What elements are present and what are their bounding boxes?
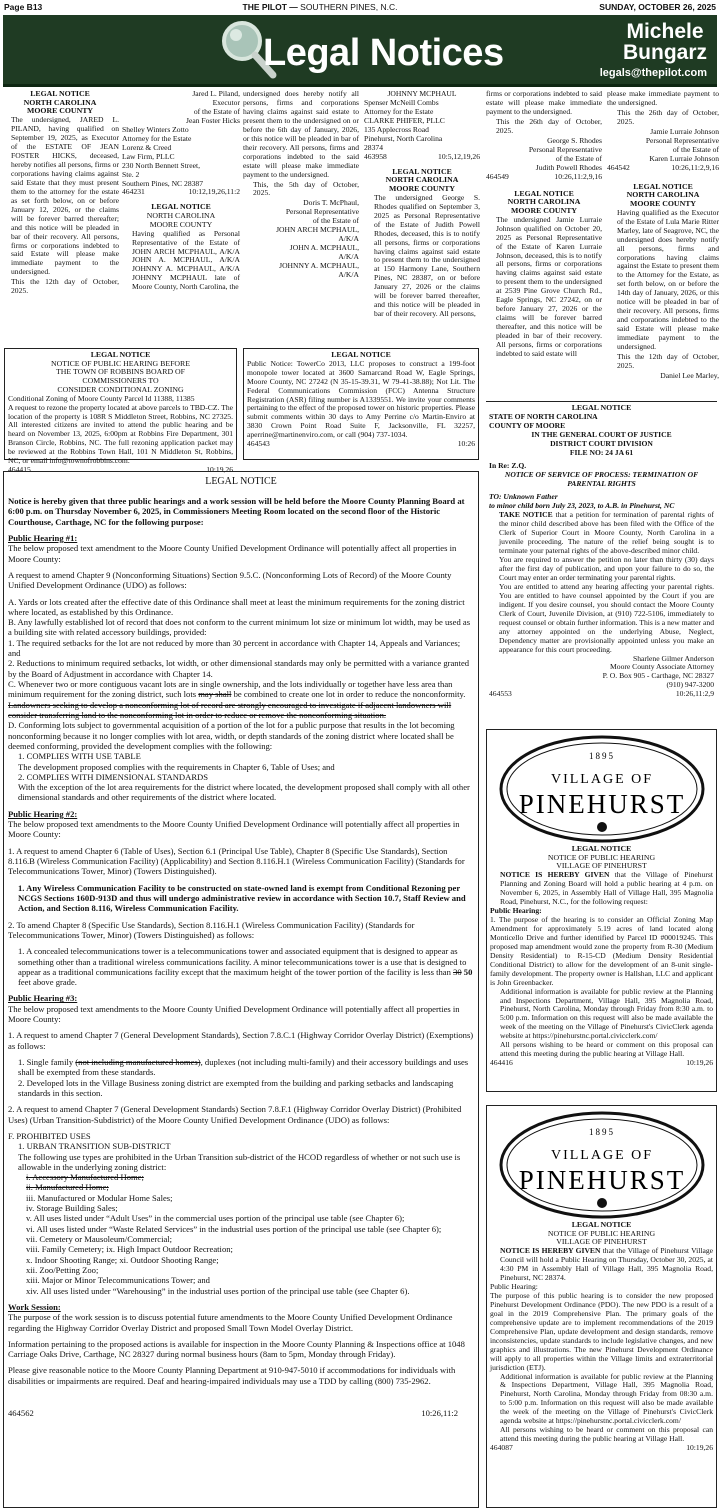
court-division: DISTRICT COURT DIVISION <box>550 438 653 448</box>
work-session-heading: Work Session: <box>8 1301 61 1312</box>
notice-code: 464553 <box>489 689 512 699</box>
notice-footer <box>490 1444 713 1453</box>
list-item: iv. Storage Building Sales; <box>26 1203 118 1214</box>
signer-estate-label: of the Estate of <box>193 106 240 116</box>
logo-year: 1895 <box>588 751 615 761</box>
notice-dates: 10:19,26 <box>686 1058 713 1068</box>
notice-dates: 10:26,11:2,9 <box>675 689 714 699</box>
hearing-info: Additional information is available for public review at the Planning and Inspections Department, Village Hall, 395 Magnolia Road, Pinehurst, North Carolina, Monday through Friday from 8:30 a.m. to 5:00 p.m. Information on this request will also be made available the week of the meeting on the Village of Pinehurst's CivicClerk agenda website at https://pinehurstnc.portal.civicclerk.com/ <box>500 986 713 1041</box>
hearing-item: The purpose of this public hearing is to consider the new proposed Pinehurst Development Ordinance (PDO). The new PDO is a result of a goal in the 2019 Comprehensive Plan. The primary goals of the comprehensive update are to implement recommendations of the 2019 Comprehensive Plan, update development and design standards, remove inconsistencies, update standards to include legislative changes, and new graphics and illustrations. The new Pinehurst Development Ordinance will apply to all properties within the Village limits and extraterritorial jurisdiction (ETJ). <box>490 1290 713 1372</box>
signer: Daniel Lee Marley, <box>660 370 719 380</box>
signature-block: Sharlene Gilmer Anderson Moore County Associate Attorney P. O. Box 905 - Carthage, NC 28327 (910) 947-3200 <box>602 653 714 690</box>
notice-subheading: COMMISSIONERS TO <box>82 376 159 386</box>
court-to-detail: to minor child born July 23, 2023, to A.B. in Pinehurst, NC <box>489 501 675 511</box>
notice-code: 464087 <box>490 1443 513 1453</box>
notice-body: The undersigned, JARED L. PILAND, having qualified on September 19, 2025, as Executor of the ESTATE OF JEAN FOSTER HICKS, deceased, hereby notifies all persons, firms or corporations having claims against said Estate that they must present them to the attorney for the estate as set forth below, on or before January 12, 2026, or the claims will be forever barred thereafter; and this notice will be pleaded in bar of their recovery. All persons, firms or corporations indebted to said Estate will please make immediate payment to the undersigned. <box>11 115 119 277</box>
notice-subheading: VILLAGE OF PINEHURST <box>556 1237 647 1247</box>
urban-transition-heading: 1. URBAN TRANSITION SUB-DISTRICT <box>18 1141 171 1152</box>
pinecone-icon <box>597 822 607 832</box>
logo-village: VILLAGE OF <box>550 1148 653 1163</box>
planning-accommodation: Please give reasonable notice to the Moore County Planning Department at 910-947-5010 if accommodations for individuals with disabilities or impairments are required. Deaf and hearing-impaired individuals may use a TDD by calling (800) 735-2962. <box>8 1365 456 1386</box>
notice-footer <box>247 440 475 449</box>
contact-first-name: Michele <box>626 20 704 43</box>
page-header <box>0 0 720 14</box>
notice-footer <box>489 690 714 699</box>
court-file-no: FILE NO: 24 JA 61 <box>569 447 634 457</box>
notice-dates: 10:19,26 <box>686 1443 713 1453</box>
notice-subheading: VILLAGE OF PINEHURST <box>556 861 647 871</box>
notice-date: This the 12th day of October, 2025. <box>617 351 719 370</box>
village-of-pinehurst-logo <box>497 1109 707 1221</box>
struck-text: may shall <box>198 689 232 700</box>
court-county: COUNTY OF MOORE <box>489 420 566 430</box>
notice-code: 464415 <box>8 465 31 475</box>
section-c <box>8 679 474 720</box>
court-notice-title: NOTICE OF SERVICE OF PROCESS: TERMINATION OF PARENTAL RIGHTS <box>504 470 699 489</box>
section-a: A. Yards or lots created after the effective date of this Ordinance shall meet at least the minimum requirements for the zoning district where located, as established by this Ordinance. <box>8 596 465 617</box>
hearing-3-heading: Public Hearing #3: <box>8 993 78 1004</box>
signer: Jared L. Piland, <box>192 89 240 98</box>
paper-location: SOUTHERN PINES, N.C. <box>300 1 398 12</box>
section-d: D. Conforming lots subject to governmental acquisition of a portion of the lot for a public purpose that results in the lot becoming nonconforming because it no longer complies with lot area, width, or depth standards of the zoning district where located shall be deemed conforming, provided the development complies with the following: <box>8 720 455 751</box>
hearing-3-item-1a <box>8 1057 474 1078</box>
list-item: xiii. Major or Minor Telecommunications Tower; and <box>26 1275 210 1286</box>
planning-intro: Notice is hereby given that three public hearings and a work session will be held before the Moore County Planning Board at 6:00 p.m. on Thursday November 6, 2025, in Commissioners Meeting Room located on the second floor of the Historic Courthouse, Carthage, NC for the following purpose: <box>8 496 465 527</box>
notice-subheading: NOTICE OF PUBLIC HEARING BEFORE <box>50 358 191 368</box>
notice-body: The undersigned George S. Rhodes qualified on September 3, 2025 as Personal Representative of the Estate of Judith Powell Rhodes, deceased, this is to notify all persons, firms or corporations having claims against said estate to present them to the undersigned at 150 Harmony Lane, Southern Pines, NC 28387, on or before January 27, 2026 or the claims will be forever barred thereafter, and this notice will be pleaded in bar of their recovery. All persons, <box>374 192 480 319</box>
notice-body: undersigned does hereby notify all persons, firms and corporations having claims against said estate to present them to the undersigned on or before the 6th day of January, 2026, or this notice will be pleaded in bar of their recovery. All persons, firms and corporations indebted to the said estate will please make immediate payment to the undersigned. <box>243 89 359 179</box>
court-body-text: that a petition for termination of parental rights of the minor child described above has been filed with the Office of the Clerk of Superior Court in Moore County, North Carolina in a juvenile proceeding. The nature of the relief being sought is to terminate your paternal rights of the above-described minor child. <box>499 510 714 556</box>
section-d2: 2. COMPLIES WITH DIMENSIONAL STANDARDS <box>18 771 209 782</box>
signature-block: Doris T. McPhaul, Personal Representative of the Estate of JOHN ARCH MCPHAUL, A/K/A JOHN A. MCPHAUL, A/K/A JOHNNY A. MCPHAUL, A/K/A <box>276 198 359 280</box>
notice-county: MOORE COUNTY <box>26 106 94 116</box>
hearing-info: Additional information is available for public review at the Planning & Inspections Department, Village Hall, 395 Magnolia Road, Pinehurst, North Carolina, Monday through Friday from 08:30 a.m. to 5:00 p.m. Information on this request will also be made available the week of the meeting on the Village of Pinehurst's CivicClerk agenda website at https://pinehurstnc.portal.civicclerk.com/ <box>500 1371 713 1426</box>
notice-body: Conditional Zoning of Moore County Parcel Id 11388, 11385 A request to rezone the property located at above parcels to TBD-CZ. The location of the property is 108R S Middleton Street, Robbins, NC 27325. All interested citizens are invited to attend the public hearing and be heard on November 13, 2025, 6:00pm at Robbins Fire Department, 301 Branson Circle, Robbins, NC. The full rezoning application packet may be reviewed at the Robbins Town Hall, 101 N Middleton St, Robbins, NC, or email info@townofrobbins.com. <box>8 393 233 466</box>
signer-role: Executor <box>212 97 240 107</box>
notice-dates: 10:5,12,19,26 <box>438 151 480 161</box>
hearing-2-item-2: 2. To amend Chapter 8 (Specific Use Standards), Section 8.116.H.1 (Wireless Communication Facility) (Standards for Telecommunications Tower, Minor) (Towers Distinguished) as follows: <box>8 919 415 940</box>
notice-county: MOORE COUNTY <box>149 219 213 229</box>
paper-line <box>124 2 516 12</box>
notice-subheading: CONSIDER CONDITIONAL ZONING <box>57 384 184 394</box>
list-item: i. Accessory Manufactured Home; <box>26 1172 144 1183</box>
planning-info: Information pertaining to the proposed actions is available for inspection in the Moore County Planning & Inspections office at 1048 Carriage Oaks Drive, Carthage, NC 28327 during normal business hours (8am to 5pm, Monday through Friday). <box>8 1338 465 1360</box>
notice-code: 464549 <box>486 171 509 181</box>
hearing-persons: All persons wishing to be heard or comment on this proposal can attend this meeting during the public hearing at Village Hall. <box>500 1040 713 1059</box>
hearing-1-body: The below proposed text amendment to the Moore County Unified Development Ordinance will potentially affect all properties in Moore County: <box>8 543 457 564</box>
notice-state: NORTH CAROLINA <box>626 190 700 200</box>
notice-lead: NOTICE IS HEREBY GIVEN <box>500 870 610 880</box>
contact-email: legals@thepilot.com <box>599 67 707 79</box>
notice-date: This the 12th day of October, 2025. <box>11 277 119 296</box>
list-item: vii. Cemetery or Mausoleum/Commercial; <box>26 1234 173 1244</box>
notice-heading: LEGAL NOTICE <box>205 476 277 487</box>
notice-state: NORTH CAROLINA <box>507 197 581 207</box>
item-text: feet above grade. <box>18 977 77 988</box>
court-body-3: You are entitled to attend any hearing affecting your parental rights. You are entitled to have counsel appointed by the Court if you are indigent. If you desire counsel, you should contact the Moore County Clerk of Court, Juvenile Division, at (910) 722-5106, immediately to request counsel or obtain further information. This is a new matter and any attorney appointed on the underlying Abuse, Neglect, Dependency matter are provisionally appointed unless you make an appearance for this court proceeding. <box>499 581 714 654</box>
notice-footer <box>364 153 480 162</box>
hearing-2-item-1: 1. A request to amend Chapter 6 (Table of Uses), Section 6.1 (Principal Use Table), Chapter 8 (Specific Use Standards), Section 8.116.B (Wireless Communication Facility) (Applicability) and Section 8.116.H.1 (Wireless Communication Facility) (Standards for Telecommunications Tower, Minor) (Towers Distinguished). <box>8 845 465 877</box>
notice-subheading: NOTICE OF PUBLIC HEARING <box>547 852 656 862</box>
village-of-pinehurst-logo <box>497 733 707 845</box>
court-body <box>489 511 714 556</box>
list-item: xii. Zoo/Petting Zoo; <box>26 1264 99 1275</box>
list-item: ii. Manufactured Home; <box>26 1182 109 1193</box>
hearing-3-item-1: 1. A request to amend Chapter 7 (General Development Standards), Section 7.8.C.1 (Highway Corridor Overlay District) (Exemptions) as follows: <box>8 1030 474 1051</box>
section-b2: 2. Reductions to minimum required setbacks, lot width, or other dimensional standards may only be permitted with a variance granted by the Board of Adjustment in accordance with Chapter 14. <box>8 658 470 679</box>
notice-state: NORTH CAROLINA <box>385 175 459 185</box>
struck-text: 30 <box>453 966 462 977</box>
logo-year: 1895 <box>588 1127 615 1137</box>
logo-name: PINEHURST <box>518 789 685 819</box>
notice-code: 464416 <box>490 1058 513 1068</box>
notice-termination <box>486 401 717 719</box>
issue-date: SUNDAY, OCTOBER 26, 2025 <box>599 1 716 12</box>
notice-pinehurst-zoning <box>486 729 717 1092</box>
list-item: vi. All uses listed under “Waste Related Services” in the industrial uses portion of the principal use table (see Chapter 6); <box>26 1223 442 1234</box>
signer-estate: Jean Foster Hicks <box>186 115 240 125</box>
notice-robbins <box>4 348 237 475</box>
section-d1: 1. COMPLIES WITH USE TABLE <box>18 751 141 762</box>
notice-heading: LEGAL NOTICE <box>571 1220 632 1229</box>
notice-body: please make immediate payment to the undersigned. <box>607 89 719 107</box>
notice-code: 463958 <box>364 151 387 161</box>
signer: JOHNNY MCPHAUL <box>387 89 457 98</box>
prohibited-uses-heading: F. PROHIBITED USES <box>8 1130 91 1141</box>
item-text: 1. Single family <box>18 1057 76 1067</box>
notice-heading: LEGAL NOTICE <box>30 89 90 98</box>
page-number: Page B13 <box>4 1 43 12</box>
notice-date: This the 26th day of October, 2025. <box>617 107 719 126</box>
notice-body <box>490 1247 713 1283</box>
notice-heading: LEGAL NOTICE <box>633 181 693 191</box>
court-re: In Re: Z.Q. <box>489 461 527 471</box>
notice-body-text: that the Village of Pinehurst Village Council will hold a Public Hearing on Thursday, October 30, 2025, at 4:30 PM in Assembly Hall of Village Hall, 395 Magnolia Road, Pinehurst, NC 28374. <box>500 1246 713 1283</box>
notice-mcphaul <box>243 90 359 345</box>
paper-name: THE PILOT — <box>242 1 298 12</box>
hearing-1-heading: Public Hearing #1: <box>8 532 78 543</box>
item-text: 1. A concealed telecommunications tower is a telecommunications tower and associated equipment that is designed to appear as something other than a traditional wireless communications facility. A minor telecommunications tower is a use that is designed to appear as a traditional communications facility except that the maximum height of the tower portion of the facility is less than <box>18 946 467 977</box>
section-banner <box>3 15 717 87</box>
section-title: Legal Notices <box>263 32 504 74</box>
notice-subheading: THE TOWN OF ROBBINS BOARD OF <box>55 367 186 377</box>
notice-heading: LEGAL NOTICE <box>571 844 632 853</box>
hearing-3-body: The below proposed text amendments to the Moore County Unified Development Ordinance will potentially affect all properties in Moore County: <box>8 1003 460 1025</box>
notice-body: firms or corporations indebted to said estate will please make immediate payment to the undersigned. <box>486 89 602 116</box>
section-b: B. Any lawfully established lot of record that does not conform to the current minimum lot size or minimum lot width, may be used as a building site with related accessory buildings, provided: <box>8 617 471 638</box>
notice-heading: LEGAL NOTICE <box>151 202 211 212</box>
notice-date: This, the 5th day of October, 2025. <box>253 179 359 198</box>
section-b1: 1. The required setbacks for the lot are not reduced by more than 30 percent in accordance with Chapter 14, Appeals and Variances; and <box>8 637 461 659</box>
urban-transition-text: The following use types are prohibited in the Urban Transition sub-district of the HCOD regardless of whether or not such use is allowable in the underlying zoning district: <box>18 1151 461 1172</box>
notice-code: 464543 <box>247 439 270 449</box>
notice-dates: 10:26,11:2,9,16 <box>554 171 602 181</box>
notice-hicks <box>1 90 119 345</box>
notice-county: MOORE COUNTY <box>629 199 697 209</box>
court-to: TO: Unknown Father <box>489 492 558 502</box>
notice-piland-sig <box>122 90 240 345</box>
notice-planning-board <box>3 471 479 1508</box>
hearing-2-bold-text: 1. Any Wireless Communication Facility to be constructed on state-owned land is exempt from Conditional Rezoning per NCGS Sections 160D-913D and thus will undergo administrative review in accordance with Section 10.7, Staff Review and Action, and Section 8.116, Wireless Communication Facility. <box>18 882 466 914</box>
notice-footer <box>490 1059 713 1068</box>
list-item: v. All uses listed under “Adult Uses” in the commercial uses portion of the principal use table (see Chapter 6); <box>26 1213 405 1224</box>
notice-subheading: NOTICE OF PUBLIC HEARING <box>547 1228 656 1238</box>
notice-body <box>490 871 713 907</box>
notice-heading: LEGAL NOTICE <box>392 166 452 176</box>
notice-footer <box>486 173 602 182</box>
hearing-persons: All persons wishing to be heard or comment on this proposal can attend this meeting during the public hearing at Village Hall. <box>500 1425 713 1444</box>
attorney-address: Spenser McNeill Combs Attorney for the Estate CLARKE PHIFER, PLLC 135 Applecross Road Pinehurst, North Carolina 28374 <box>364 97 445 152</box>
notice-code: 464562 <box>8 1408 34 1419</box>
notice-dates: 10:19,26 <box>206 465 233 475</box>
notice-state: NORTH CAROLINA <box>146 211 216 221</box>
public-hearing-label: Public Hearing: <box>490 1281 538 1291</box>
notice-heading: LEGAL NOTICE <box>90 350 151 359</box>
list-item: iii. Manufactured or Modular Home Sales; <box>26 1192 173 1203</box>
notice-footer <box>8 1408 474 1418</box>
work-session-body: The purpose of the work session is to discuss potential future amendments to the Moore County Unified Development Ordinance regarding the Highway Corridor Overlay District and proposed Small Town Model Overlay District. <box>8 1312 453 1333</box>
hearing-2-body: The below proposed text amendments to the Moore County Unified Development Ordinance will potentially affect all properties in Moore County: <box>8 819 460 840</box>
notice-heading: LEGAL NOTICE <box>331 350 391 359</box>
notice-code: 464231 <box>122 187 145 197</box>
court-body-2: You are required to answer the petition no later than thirty (30) days after the first day of publication, and upon your failure to do so, the Court may enter an order terminating your parental rights. <box>499 555 714 582</box>
hearing-1-request: A request to amend Chapter 9 (Nonconforming Situations) Section 9.5.C. (Nonconforming Lots of Record) of the Moore County Unified Development Ordinance (UDO) as follows: <box>8 569 452 591</box>
added-text: 50 <box>461 966 473 977</box>
notice-body: Having qualified as the Executor of the Estate of Lula Marie Ritter Marley, late of Seagrove, NC, the undersigned does hereby notify all persons, firms and corporations having claims against the Estate to present them to the Attorney for the Estate, as set forth below, on or before the 14th day of January, 2026, or this notice will be pleaded in bar of their recovery. All persons, firms and corporations indebted to the said Estate will please make immediate payment to the undersigned. <box>617 207 719 352</box>
struck-text: (not including manufactured homes) <box>75 1057 201 1067</box>
public-hearing-label: Public Hearing: <box>490 905 542 915</box>
take-notice-lead: TAKE NOTICE <box>499 510 553 520</box>
notice-state: NORTH CAROLINA <box>23 97 97 107</box>
hearing-2-heading: Public Hearing #2: <box>8 808 78 819</box>
logo-village: VILLAGE OF <box>550 772 653 787</box>
notice-county: MOORE COUNTY <box>388 184 456 194</box>
hearing-3-item-1b: 2. Developed lots in the Village Business zoning district are exempted from the building and parking setbacks and landscaping standards in this section. <box>18 1077 454 1098</box>
section-d1-text: The development proposed complies with the requirements in Chapter 6, Table of Uses; and <box>18 761 335 772</box>
notice-date: This the 26th day of October, 2025. <box>496 116 602 135</box>
list-item: viii. Family Cemetery; ix. High Impact Outdoor Recreation; <box>26 1244 233 1255</box>
list-item: xiv. All uses listed under “Warehousing” in the industrial uses portion of the principal use table (see Chapter 6). <box>26 1285 410 1296</box>
struck-text: Landowners seeking to develop a nonconforming lot of record are strongly encouraged to investigate if adjacent landowners will consider transferring land to the nonconforming lot in order to reduce or remove the nonconforming situation. <box>8 699 452 720</box>
notice-body: The undersigned Jamie Lurraie Johnson qualified on October 20, 2025 as Personal Representative of the Estate of Karen Lurraie Johnson, deceased, this is to notify all persons, firms or corporations having claims against said estate to present them to the undersigned at 2539 Pine Grove Church Rd., Eagle Springs, NC 27242, on or before January 27, 2026 or the claims will be forever barred thereafter, and this notice will be pleaded in bar of their recovery. All persons, firms or corporations indebted to said estate will <box>496 214 602 358</box>
signature-block: Jamie Lurraie Johnson Personal Representative of the Estate of Karen Lurraie Johnson <box>645 126 719 163</box>
court-state: STATE OF NORTH CAROLINA <box>489 411 598 421</box>
notice-tower <box>243 348 479 460</box>
contact-last-name: Bungarz <box>623 41 707 64</box>
contact-name <box>623 21 707 63</box>
list-item: x. Indoor Shooting Range; xi. Outdoor Shooting Range; <box>26 1254 219 1265</box>
notice-lead: NOTICE IS HEREBY GIVEN <box>500 1246 601 1256</box>
notice-heading: LEGAL NOTICE <box>571 403 632 412</box>
notice-footer <box>122 188 240 197</box>
notice-dates: 10:12,19,26,11:2 <box>188 187 240 197</box>
attorney-address: Shelley Winters Zotto Attorney for the Estate Lorenz & Creed Law Firm, PLLC 230 North Bennett Street, Ste. 2 Southern Pines, NC 28387 <box>122 124 204 188</box>
notice-heading: LEGAL NOTICE <box>514 188 574 198</box>
notice-rhodes <box>364 90 480 345</box>
notice-body: Public Notice: TowerCo 2013, LLC proposes to construct a 199-foot monopole tower located at 3600 Samarcand Road W, Eagle Springs, Moore County, NC 27242 (N 35-15-39.31, W 79-41-38.88); Not Lit. The Federal Communications Commission (FCC) Antenna Structure Registration (ASR) filing number is A1339551. We invite your comments pertaining to the effect of the proposed tower on historic properties. Please submit comments within 30 days to Amy Perrine c/o Martin-Enviro at 3830 Crown Point Road Suite F, Jacksonville, FL 32257, aperrine@martinenviro.com, or call (904) 737-1034. <box>247 358 475 440</box>
court-name: IN THE GENERAL COURT OF JUSTICE <box>531 429 672 439</box>
hearing-item: 1. The purpose of the hearing is to consider an Official Zoning Map Amendment for approximately 5.19 acres of land located along Monticello Drive and further identified by Parcel ID #00019245. This proposed map amendment would zone the property from R-30 (Medium Density Residential) to R-15-CD (Medium Density Residential Conditional District) to allow for the development of an 8-unit single-family development. The property owner is Hallshan, LLC and applicant is John Greenbacker. <box>490 914 713 987</box>
notice-footer <box>607 164 719 173</box>
hearing-2-item-2a <box>8 946 474 987</box>
notice-body: Having qualified as Personal Representative of the Estate of JOHN ARCH MCPHAUL, A/K/A JOHN A. MCPHAUL, A/K/A JOHNNY A. MCPHAUL, A/K/A JOHNNY MCPHAUL late of Moore County, North Carolina, the <box>132 228 240 292</box>
notice-dates: 10:26,11:2,9,16 <box>671 162 719 172</box>
section-c-text: be combined to create one lot in order to reduce the nonconformity. <box>231 689 466 700</box>
notice-dates: 10:26,11:2 <box>421 1408 458 1419</box>
signature-block: George S. Rhodes Personal Representative of the Estate of Judith Powell Rhodes <box>528 135 602 172</box>
logo-name: PINEHURST <box>518 1165 685 1195</box>
notice-county: MOORE COUNTY <box>510 205 578 215</box>
notice-dates: 10:26 <box>457 439 475 449</box>
notice-pinehurst-pdo <box>486 1105 717 1508</box>
item-text: , duplexes (not including multi-family) and their accessory buildings and uses shall be exempted from these standards. <box>18 1057 469 1078</box>
notice-marley <box>607 90 719 400</box>
section-d2-text: With the exception of the lot area requirements for the district where located, the development proposed shall comply with all other dimensional standards and other requirements of the district where located. <box>18 782 470 803</box>
notice-code: 464542 <box>607 162 630 172</box>
notice-body-text: that the Village of Pinehurst Planning and Zoning Board will hold a public hearing at 4 p.m. on November 6, 2025, in Assembly Hall of Village Hall, 395 Magnolia Road, Pinehurst, N.C., for the following request: <box>500 870 713 907</box>
section-c-text: C. Whenever two or more contiguous vacant lots are in single ownership, and the lots individually or together have less area than minimum requirement for the zoning district, such lots <box>8 679 453 700</box>
notice-johnson <box>486 90 602 400</box>
pinecone-icon <box>597 1198 607 1208</box>
hearing-3-item-2: 2. A request to amend Chapter 7 (General Development Standards) Section 7.8.F.1 (Highway Corridor Overlay District) (Prohibited Uses) (Urban Transition-Subdistrict) of the Moore County Unified Development Ordinance (UDO) as follows: <box>8 1104 462 1125</box>
